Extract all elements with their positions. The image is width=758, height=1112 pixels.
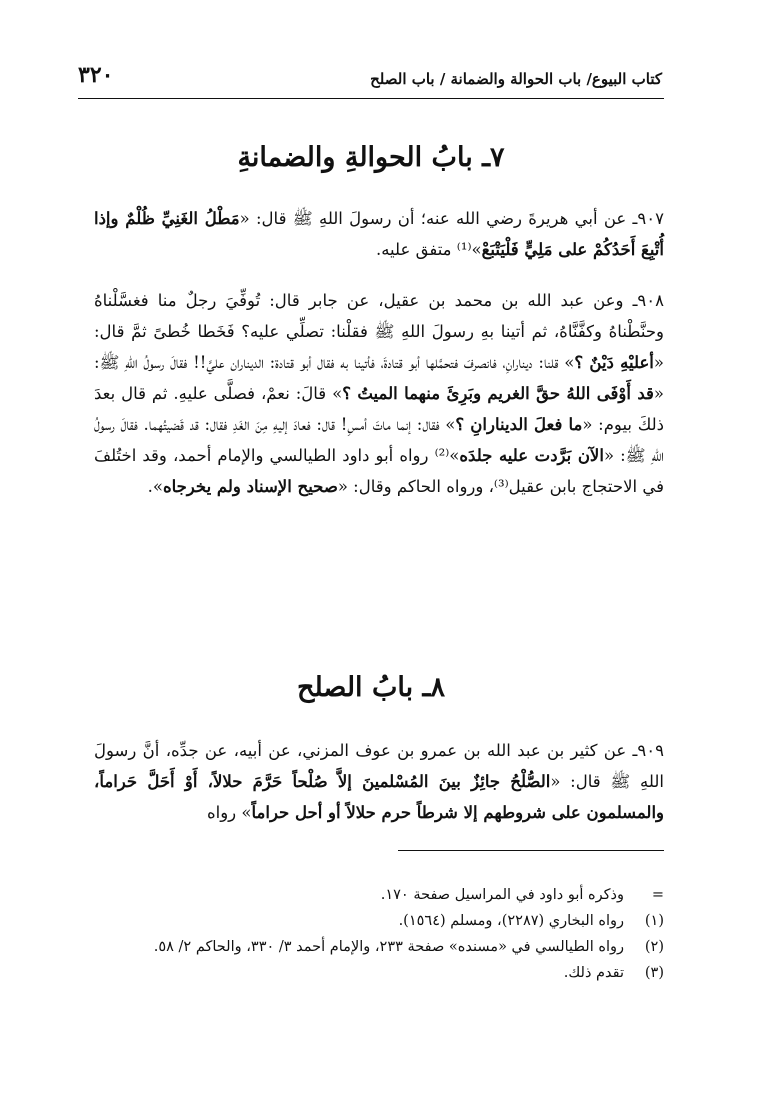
hadith-908-text-6: ». bbox=[147, 477, 163, 496]
hadith-908-quote-5: صحيح الإسناد ولم يخرجاه bbox=[162, 477, 338, 496]
hadith-908-text-2: » قلنا: دينارانِ، فانصرفَ فتحمَّلها أبو قتادةَ، فأتينا به فقال أبو قتادة: الديناران عليَّ!! فقالَ رسولُ اللهِ ﷺ: « bbox=[94, 353, 665, 403]
hadith-908 bbox=[94, 285, 664, 502]
footnote-rule bbox=[398, 850, 664, 851]
section-title-hawala: ٧ـ بابُ الحوالةِ والضمانةِ bbox=[237, 142, 505, 173]
hadith-907-outro: »⁽¹⁾ متفق عليه. bbox=[375, 240, 482, 259]
hadith-909 bbox=[94, 735, 664, 828]
hadith-907-quote: مَطْلُ الغَنِيِّ ظُلْمٌ وإذا أُتْبِعَ أَحَدُكُمْ على مَلِيٍّ فَلْيَتْبَعْ bbox=[94, 209, 664, 259]
footnote-text: رواه البخاري (٢٢٨٧)، ومسلم (١٥٦٤). bbox=[398, 913, 624, 929]
hadith-909-outro: » رواه bbox=[206, 803, 252, 822]
hadith-908-quote-1: أعليْهِ دَيْنٌ ؟ bbox=[574, 353, 654, 372]
footnotes bbox=[74, 882, 664, 986]
hadith-907-intro: ٩٠٧ـ عن أبي هريرةَ رضي الله عنه؛ أن رسولَ اللهِ ﷺ قال: « bbox=[239, 209, 664, 228]
footnote-text: وذكره أبو داود في المراسيل صفحة ١٧٠. bbox=[380, 887, 624, 903]
footnote bbox=[74, 908, 664, 934]
footnote-mark: (٣) bbox=[644, 965, 664, 981]
hadith-907 bbox=[94, 203, 664, 265]
footnote-mark: (٢) bbox=[644, 939, 664, 955]
running-title: كتاب البيوع/ باب الحوالة والضمانة / باب الصلح bbox=[370, 70, 662, 88]
hadith-908-quote-3: ما فعلَ الدينارانِ ؟ bbox=[455, 415, 583, 434]
hadith-908-quote-2: قد أَوْفَى اللهُ حقَّ الغريم وبَرِئَ منهما الميتُ ؟ bbox=[342, 384, 654, 403]
footnote bbox=[74, 960, 664, 986]
hadith-908-quote-4: الآن بَرَّدت عليه جلدَه bbox=[459, 446, 604, 465]
footnote-text: تقدم ذلك. bbox=[563, 965, 624, 981]
hadith-908-text-4: » فقال: إنما ماتَ أمسِ! قال: فعادَ إليهِ مِنَ الغَدِ فقال: قد قَضيتُهما. فقالَ رسولُ اللهِ ﷺ: « bbox=[94, 415, 665, 465]
hadith-908-text-5: »⁽²⁾ رواه أبو داود الطيالسي والإمام أحمد، وقد اختُلفَ في الاحتجاج بابن عقيل⁽³⁾، ورواه الحاكم وقال: « bbox=[94, 446, 664, 496]
section-title-sulh: ٨ـ بابُ الصلح bbox=[297, 672, 445, 703]
footnote bbox=[74, 934, 664, 960]
running-header bbox=[78, 62, 662, 96]
footnote-mark: (١) bbox=[644, 913, 664, 929]
hadith-909-quote: الصُّلْحُ جائِزٌ بينَ المُسْلمينَ إلاَّ صُلْحاً حَرَّمَ حلالاً، أَوْ أَحَلَّ حَراماً، والمسلمون على شروطهم إلا شرطاً حرم حلالاً أو أحل حراماً bbox=[94, 772, 664, 822]
page-number: ٣٢٠ bbox=[78, 62, 114, 88]
hadith-908-text-3: » قالَ: نعمْ، فصلَّى عليهِ. ثم قال بعدَ ذلكَ بيوم: « bbox=[94, 384, 664, 434]
hadith-908-text-1: ٩٠٨ـ وعن عبد الله بن محمد بن عقيل، عن جابر قال: تُوفِّيَ رجلٌ منا فغسَّلْناهُ وحنَّطْناهُ وكفَّنَّاهُ، ثم أتينا بهِ رسولَ اللهِ ﷺ فقلْنا: تصلِّي عليه؟ فَخَطا خُطىً ثمَّ قال: « bbox=[94, 291, 664, 372]
footnote bbox=[74, 882, 664, 908]
header-rule bbox=[78, 98, 664, 99]
footnote-mark: = bbox=[651, 887, 664, 903]
footnote-text: رواه الطيالسي في «مسنده» صفحة ٢٣٣، والإمام أحمد ٣/ ٣٣٠، والحاكم ٢/ ٥٨. bbox=[153, 939, 624, 955]
hadith-909-intro: ٩٠٩ـ عن كثير بن عبد الله بن عمرو بن عوف المزني، عن أبيه، عن جدِّه، أنَّ رسولَ اللهِ ﷺ قال: « bbox=[94, 741, 664, 791]
